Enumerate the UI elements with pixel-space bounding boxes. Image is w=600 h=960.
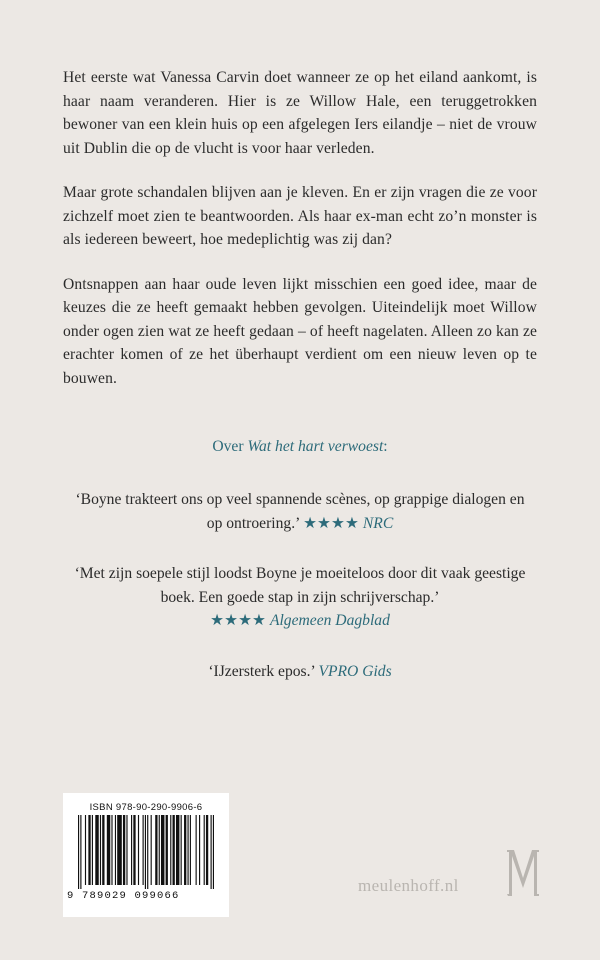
star-rating: ★★★★ <box>210 612 267 629</box>
barcode-bar <box>117 815 122 885</box>
quote-source: NRC <box>362 514 394 532</box>
barcode-bar <box>131 815 132 885</box>
star-rating: ★★★★ <box>303 514 359 532</box>
meulenhoff-logo-icon <box>506 848 540 898</box>
barcode-bar <box>166 815 168 885</box>
blurb-paragraph-1: Het eerste wat Vanessa Carvin doet wanneer ze op het eiland aankomt, is haar naam veranderen. Hier is ze Willow Hale, een teruggetrokken bewoner van een klein huis op een afgelegen Iers eilandje – niet de vrouw uit Dublin die op de vlucht is voor haar verleden. <box>63 69 537 157</box>
barcode-bar <box>143 815 144 885</box>
barcode-bar <box>92 815 93 885</box>
quote-text: ‘Met zijn soepele stijl loodst Boyne je moeiteloos door dit vaak geestige boek. Een goede stap in zijn schrijverschap.’ <box>74 565 526 606</box>
isbn-barcode <box>63 793 229 917</box>
quote-text: ‘IJzersterk epos.’ <box>208 663 315 680</box>
barcode-bar <box>170 815 171 885</box>
barcode-bar <box>100 815 101 885</box>
barcode-bar <box>206 815 208 885</box>
quote-text: ‘Boyne trakteert ons op veel spannende scènes, op grappige dialogen en op ontroering.’ <box>75 491 525 532</box>
about-heading <box>0 438 600 456</box>
quote-source: Algemeen Dagblad <box>269 612 390 629</box>
barcode-bar <box>159 815 160 885</box>
about-book-title: Wat het hart verwoest <box>247 438 384 455</box>
barcode-bar <box>88 815 90 885</box>
barcode-bar <box>80 815 81 889</box>
back-cover-blurb <box>63 66 537 411</box>
barcode-bar <box>111 815 112 885</box>
barcode-bar <box>147 815 148 889</box>
barcode-bar <box>199 815 200 885</box>
review-quote-vpro <box>70 660 530 684</box>
barcode-bar <box>123 815 125 885</box>
about-prefix: Over <box>212 438 248 455</box>
barcode-bar <box>204 815 205 885</box>
barcode-bar <box>115 815 116 885</box>
quote-source: VPRO Gids <box>318 663 392 680</box>
about-suffix: : <box>383 438 388 455</box>
barcode-bar <box>190 815 191 885</box>
barcode-bar <box>102 815 104 885</box>
barcode-bar <box>95 815 98 885</box>
blurb-paragraph-2: Maar grote schandalen blijven aan je kleven. En er zijn vragen die ze voor zichzelf moet zien te beantwoorden. Als haar ex-man echt zo’n monster is als iedereen beweert, hoe medeplichtig was zij dan? <box>63 184 537 248</box>
barcode-bar <box>187 815 188 885</box>
publisher-url: meulenhoff.nl <box>358 876 459 895</box>
review-quote-ad <box>70 562 530 633</box>
barcode-bars <box>78 815 214 889</box>
barcode-bar <box>151 815 152 885</box>
barcode-bar <box>145 815 146 889</box>
barcode-bar <box>184 815 186 885</box>
barcode-bar <box>85 815 86 885</box>
barcode-bar <box>138 815 139 885</box>
barcode-bar <box>176 815 179 885</box>
review-quote-nrc <box>70 488 530 535</box>
barcode-bar <box>181 815 182 885</box>
barcode-bar <box>213 815 214 889</box>
isbn-label: ISBN 978-90-290-9906-6 <box>89 802 203 813</box>
isbn-digits: 9 789029 099066 <box>67 890 180 902</box>
barcode-bar <box>107 815 110 885</box>
blurb-paragraph-3: Ontsnappen aan haar oude leven lijkt misschien een goed idee, maar de keuzes die ze heeft gemaakt hebben gevolgen. Uiteindelijk moet Willow onder ogen zien wat ze heeft gedaan – of heeft nagelaten. Alleen zo kan ze erachter komen of ze het überhaupt verdient om een nieuw leven op te bouwen. <box>63 275 537 387</box>
barcode-bar <box>196 815 197 885</box>
barcode-bar <box>78 815 79 889</box>
barcode-bar <box>173 815 175 885</box>
barcode-bar <box>126 815 127 885</box>
barcode-bar <box>161 815 164 885</box>
barcode-bar <box>155 815 157 885</box>
barcode-bar <box>211 815 212 889</box>
barcode-bar <box>133 815 135 885</box>
